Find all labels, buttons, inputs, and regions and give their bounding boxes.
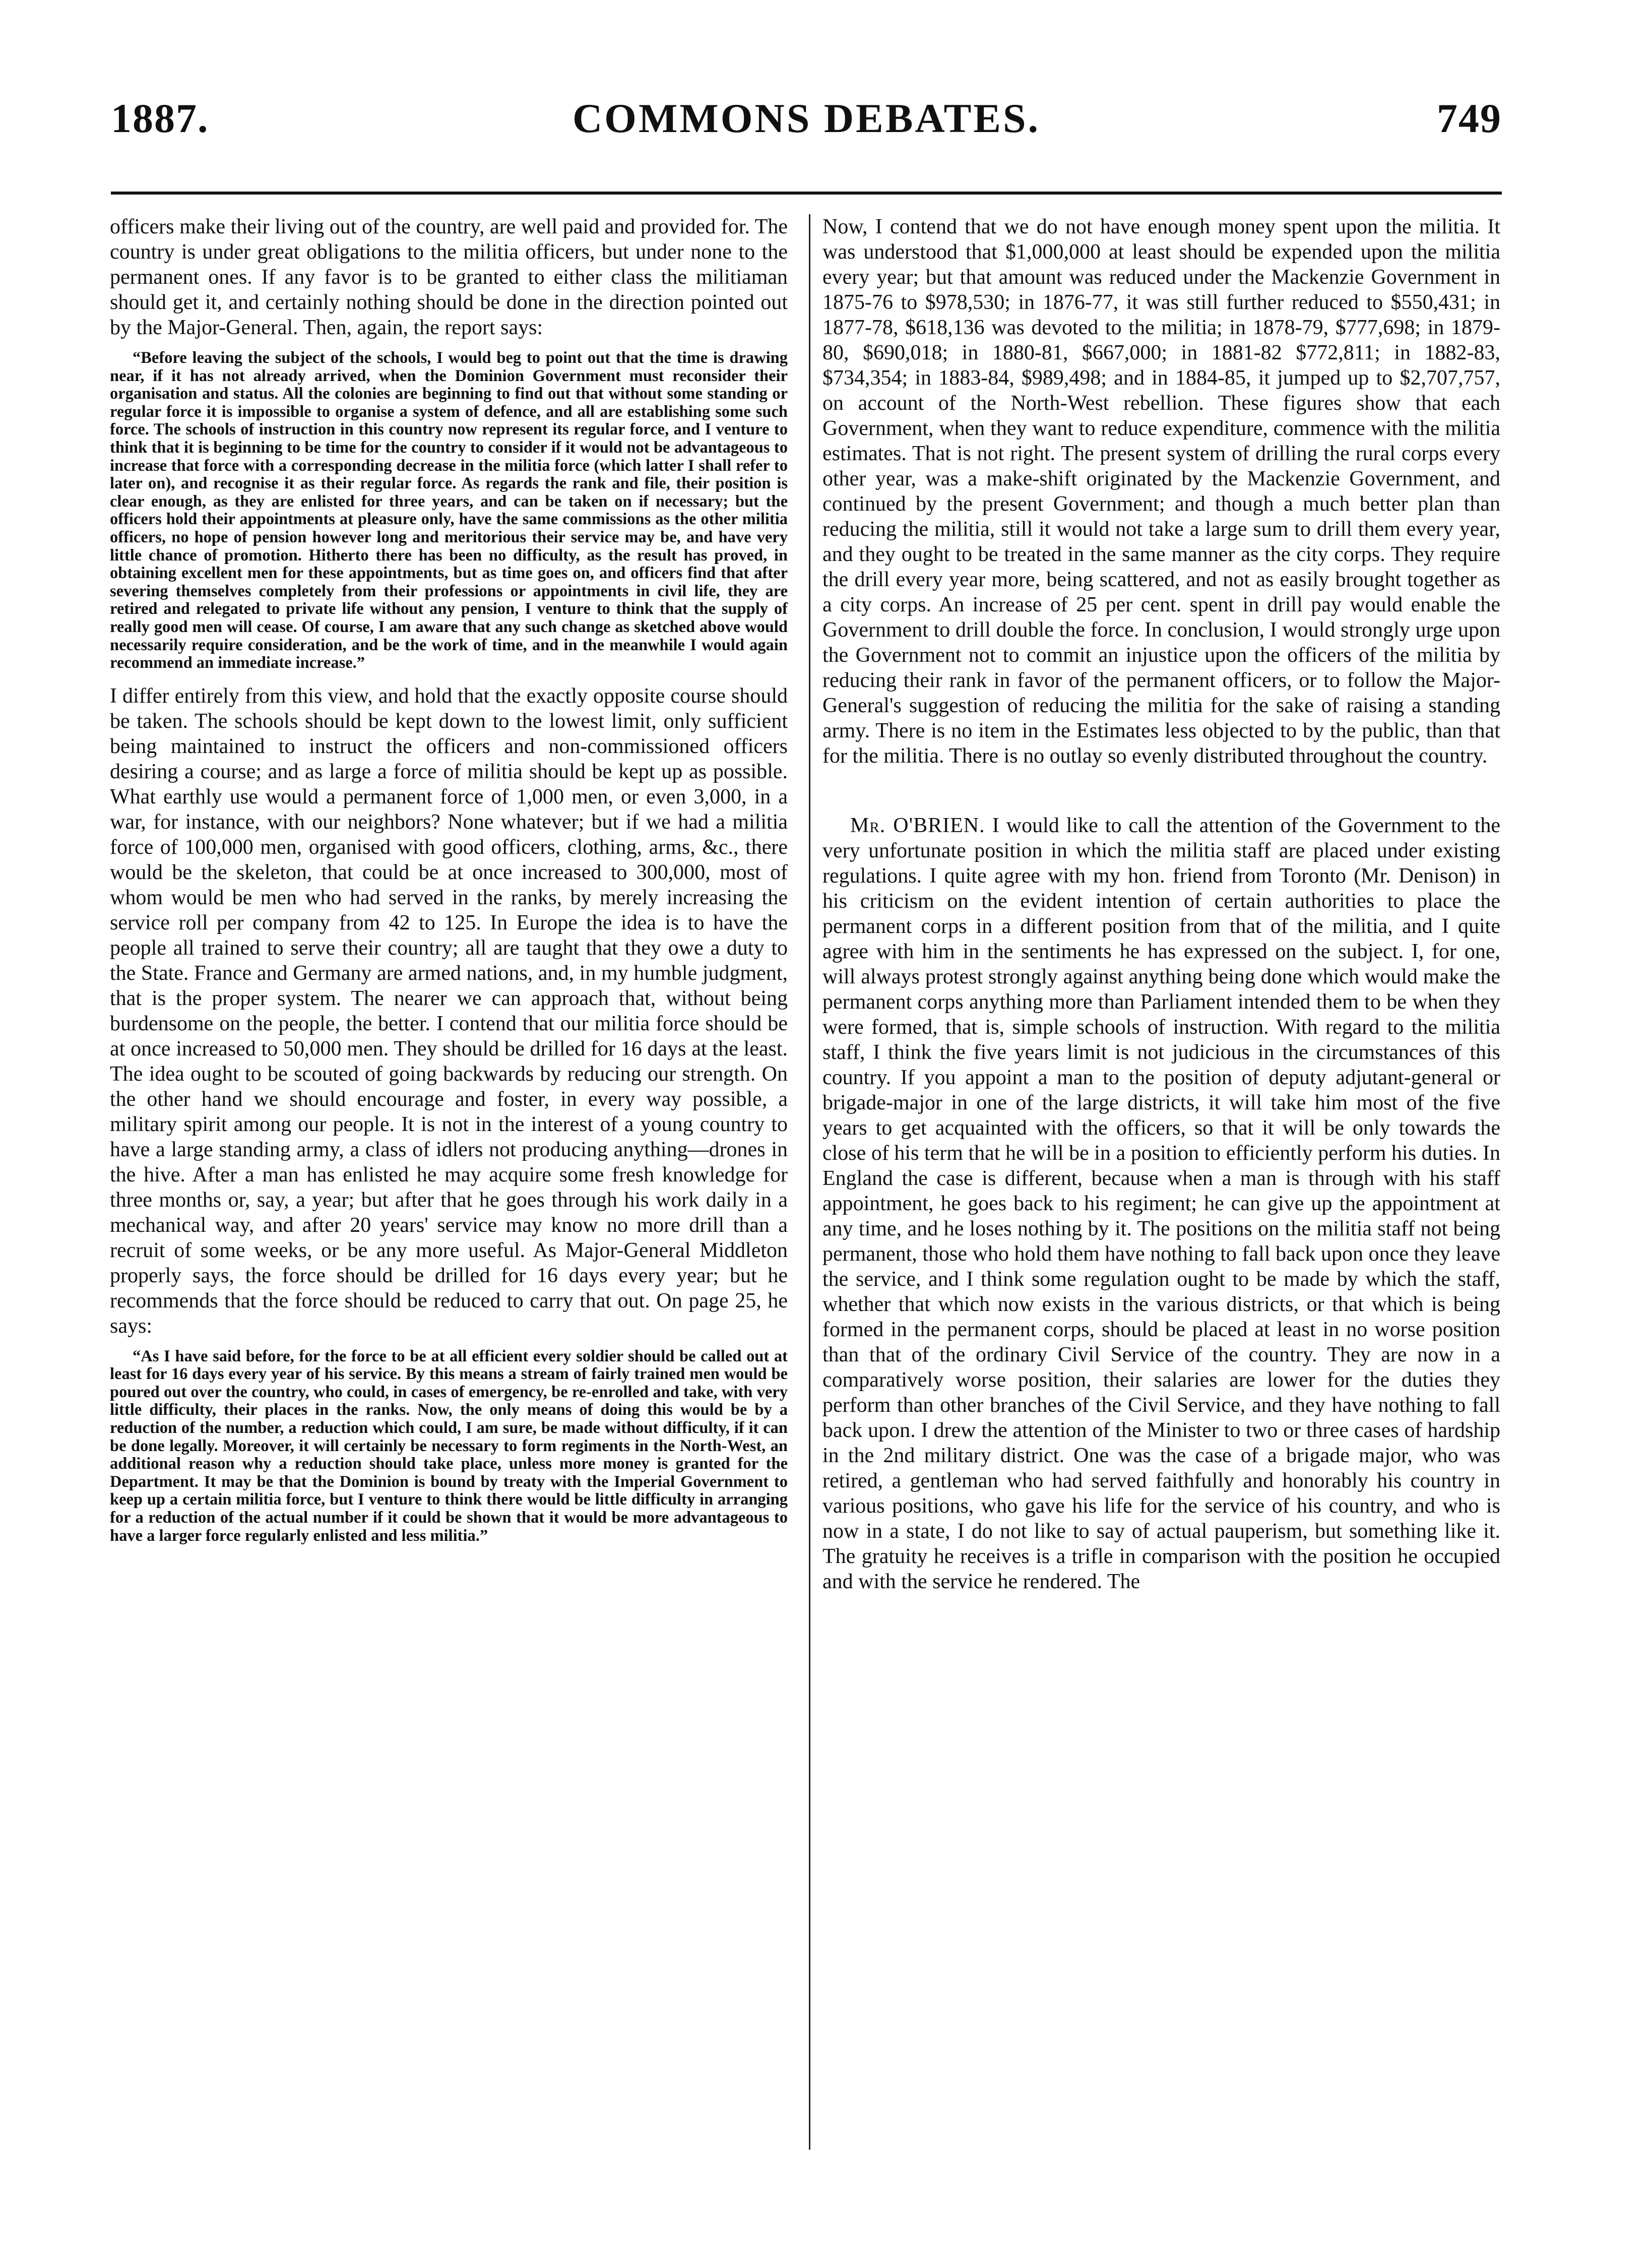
right-column — [822, 214, 1500, 1594]
column-divider — [809, 214, 810, 2150]
left-quote-2: “As I have said before, for the force to be at all efficient every soldier should be called out at least for 16 days every year of his service. By this means a stream of fairly trained men would be poured out over the country, who could, in cases of emergency, be re-enrolled and take, with very little difficulty, their places in the ranks. Now, the only means of doing this would be by a reduction of the number, a reduction which could, I am sure, be made without difficulty, if it can be done legally. Moreover, it will certainly be necessary to form regiments in the North-West, an additional reason why a reduction should take place, unless more money is granted for the Department. It may be that the Dominion is bound by treaty with the Imperial Government to keep up a certain militia force, but I venture to think there would be little difficulty in arranging for a reduction of the actual number if it could be shown that it would be more advantageous to have a larger force regularly enlisted and less militia.” — [110, 1347, 788, 1545]
left-paragraph-2: I differ entirely from this view, and hold that the exactly opposite course should be taken. The schools should be kept down to the lowest limit, only sufficient being maintained to instruct the officers and non-commissioned officers desiring a course; and as large a force of militia should be kept up as possible. What earthly use would a permanent force of 1,000 men, or even 3,000, in a war, for instance, with our neighbors? None whatever; but if we had a militia force of 100,000 men, organised with good officers, clothing, arms, &c., there would be the skeleton, that could be at once increased to 300,000, most of whom would be men who had served in the ranks, by merely increasing the service roll per company from 42 to 125. In Europe the idea is to have the people all trained to serve their country; all are taught that they owe a duty to the State. France and Germany are armed nations, and, in my humble judgment, that is the proper system. The nearer we can approach that, without being burdensome on the people, the better. I contend that our militia force should be at once increased to 50,000 men. They should be drilled for 16 days at the least. The idea ought to be scouted of going backwards by reducing our strength. On the other hand we should encourage and foster, in every way possible, a military spirit among our people. It is not in the interest of a young country to have a large standing army, a class of idlers not producing anything—drones in the hive. After a man has enlisted he may acquire some fresh knowledge for three months or, say, a year; but after that he goes through his work daily in a mechanical way, and after 20 years' service may know no more drill than a recruit of some weeks, or be any more useful. As Major-General Middleton properly says, the force should be drilled for 16 days every year; but he recommends that the force should be reduced to carry that out. On page 25, he says: — [110, 684, 788, 1338]
header-title: COMMONS DEBATES. — [572, 95, 1041, 141]
speech-gap — [822, 769, 1500, 813]
right-speech — [822, 813, 1500, 1594]
left-column — [110, 214, 788, 1556]
header-rule — [111, 192, 1502, 195]
left-paragraph-1: officers make their living out of the country, are well paid and provided for. The country is under great obligations to the militia officers, but under none to the permanent ones. If any favor is to be granted to either class the militiaman should get it, and certainly nothing should be done in the direction pointed out by the Major-General. Then, again, the report says: — [110, 215, 788, 339]
left-quote-1: “Before leaving the subject of the schools, I would beg to point out that the time is drawing near, if it has not already arrived, when the Dominion Government must reconsider their organisation and status. All the colonies are beginning to find out that without some standing or regular force it is impossible to organise a system of defence, and all are establishing some such force. The schools of instruction in this country now represent its regular force, and I venture to think that it is beginning to be time for the country to consider if it would not be advantageous to increase that force with a corresponding decrease in the militia force (which latter I shall refer to later on), and recognise it as their regular force. As regards the rank and file, their position is clear enough, as they are enlisted for three years, and can be taken on if necessary; but the officers hold their appointments at pleasure only, have the same commissions as the other militia officers, no hope of pension however long and meritorious their service may be, and have very little chance of promotion. Hitherto there has been no difficulty, as the result has proved, in obtaining excellent men for these appointments, but as time goes on, and officers find that after severing themselves completely from their professions or appointments in civil life, they are retired and relegated to private life without any pension, I venture to think that the supply of really good men will cease. Of course, I am aware that any such change as sketched above would necessarily require consideration, and be the work of time, and in the meanwhile I would again recommend an immediate increase.” — [110, 349, 788, 672]
page-number: 749 — [1437, 95, 1502, 141]
right-paragraph-1: Now, I contend that we do not have enough money spent upon the militia. It was understood that $1,000,000 at least should be expended upon the militia every year; but that amount was reduced under the Mackenzie Government in 1875-76 to $978,530; in 1876-77, it was still further reduced to $550,431; in 1877-78, $618,136 was devoted to the militia; in 1878-79, $777,698; in 1879-80, $690,018; in 1880-81, $667,000; in 1881-82 $772,811; in 1882-83, $734,354; in 1883-84, $989,498; and in 1884-85, it jumped up to $2,707,757, on account of the North-West rebellion. These figures show that each Government, when they want to reduce expenditure, commence with the militia estimates. That is not right. The present system of drilling the rural corps every other year, was a make-shift originated by the Mackenzie Government, and continued by the present Government; and though a much better plan than reducing the militia, still it would not take a large sum to drill them every year, and they ought to be treated in the same manner as the city corps. They require the drill every year more, being scattered, and not as easily brought together as a city corps. An increase of 25 per cent. spent in drill pay would enable the Government to drill double the force. In conclusion, I would strongly urge upon the Government not to commit an injustice upon the officers of the militia by reducing their rank in favor of the permanent officers, or to follow the Major-General's suggestion of reducing the militia for the sake of raising a standing army. There is no item in the Estimates less objected to by the public, than that for the militia. There is no outlay so evenly distributed throughout the country. — [822, 215, 1500, 768]
page-header — [111, 86, 1502, 161]
speaker-name: Mr. O'BRIEN. — [850, 814, 985, 837]
right-paragraph-2: I would like to call the attention of the Government to the very unfortunate position in which the militia staff are placed under existing regulations. I quite agree with my hon. friend from Toronto (Mr. Denison) in his criticism on the evident intention of certain authorities to place the permanent corps in a different position from that of the militia, and I quite agree with him in the sentiments he has expressed on the subject. I, for one, will always protest strongly against anything being done which would make the permanent corps anything more than Parliament intended them to be when they were formed, that is, simple schools of instruction. With regard to the militia staff, I think the five years limit is not judicious in the circumstances of this country. If you appoint a man to the position of deputy adjutant-general or brigade-major in one of the large districts, it will take him most of the five years to get acquainted with the officers, so that it will be only towards the close of his term that he will be in a position to efficiently perform his duties. In England the case is different, because when a man is through with his staff appointment, he goes back to his regiment; he can give up the appointment at any time, and he loses nothing by it. The positions on the militia staff not being permanent, those who hold them have nothing to fall back upon once they leave the service, and I think some regulation ought to be made by which the staff, whether that which now exists in the various districts, or that which is being formed in the permanent corps, should be placed at least in no worse position than that of the ordinary Civil Service of the country. They are now in a comparatively worse position, their salaries are lower for the duties they perform than other branches of the Civil Service, and they have nothing to fall back upon. I drew the attention of the Minister to two or three cases of hardship in the 2nd military district. One was the case of a brigade major, who was retired, a gentleman who had served faithfully and honorably his country in various positions, who gave his life for the service of his country, and who is now in a state, I do not like to say of actual pauperism, but something like it. The gratuity he receives is a trifle in comparison with the position he occupied and with the service he rendered. The — [822, 814, 1500, 1593]
header-year: 1887. — [111, 95, 209, 141]
